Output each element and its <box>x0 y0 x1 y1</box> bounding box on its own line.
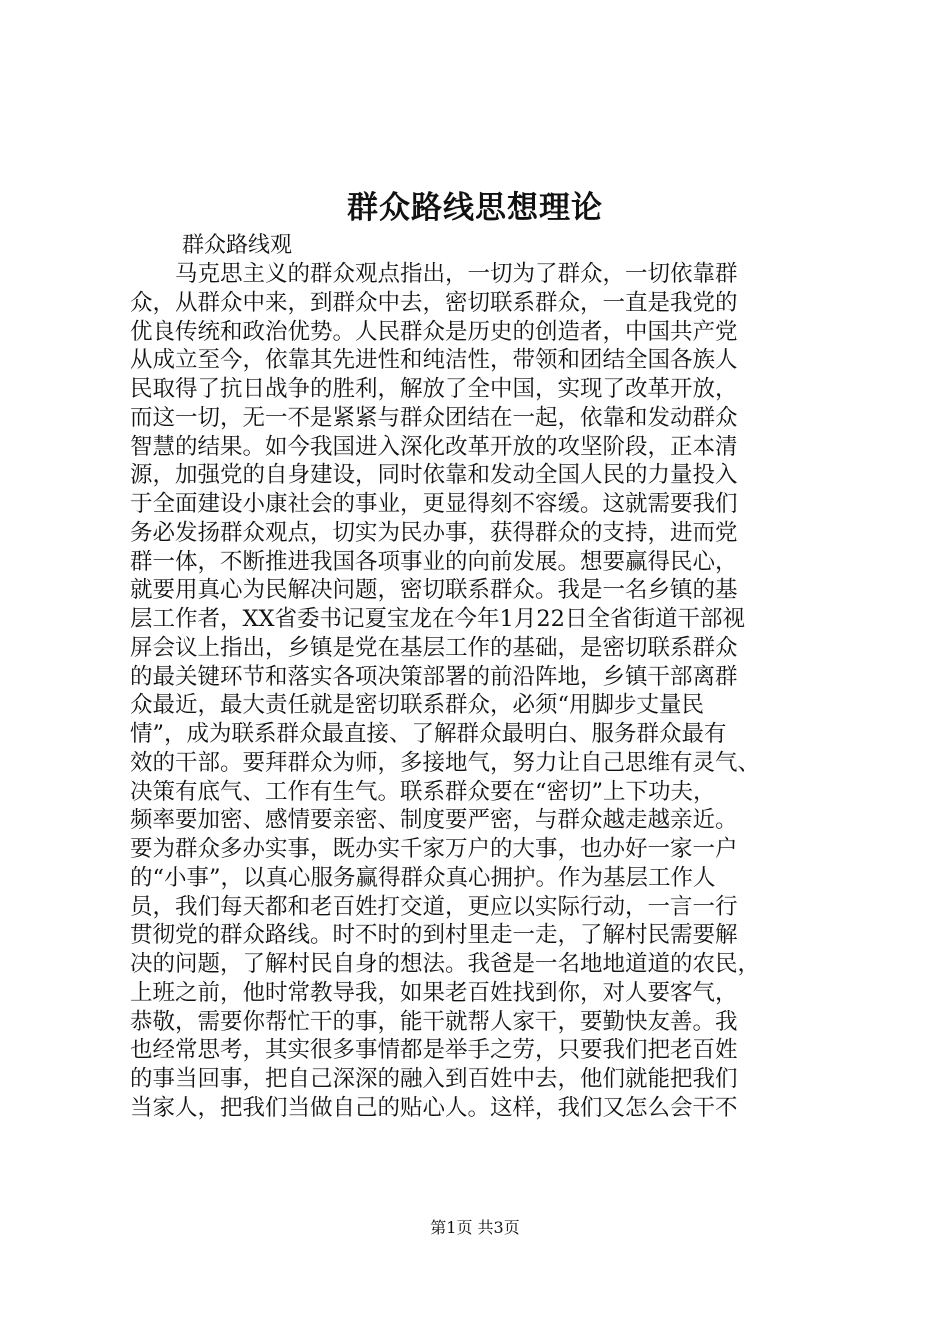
page-footer: 第1页 共3页 <box>430 1218 520 1237</box>
body-line: 情”，成为联系群众最直接、了解群众最明白、服务群众最有 <box>130 721 727 747</box>
body-line: 群一体，不断推进我国各项事业的向前发展。想要赢得民心， <box>130 548 738 575</box>
body-line: 决策有底气、工作有生气。联系群众要在“密切”上下功夫， <box>130 778 716 805</box>
body-line: 的最关键环节和落实各项决策部署的前沿阵地，乡镇干部离群 <box>130 663 738 690</box>
body-line: 员，我们每天都和老百姓打交道，更应以实际行动，一言一行 <box>130 893 738 920</box>
body-line: 于全面建设小康社会的事业，更显得刻不容缓。这就需要我们 <box>130 491 738 517</box>
body-line: 众最近，最大责任就是密切联系群众，必须“用脚步丈量民 <box>130 692 705 719</box>
body-line: 屏会议上指出，乡镇是党在基层工作的基础，是密切联系群众 <box>130 634 738 661</box>
body-line: 决的问题，了解村民自身的想法。我爸是一名地地道道的农民， <box>130 951 761 977</box>
body-line: 智慧的结果。如今我国进入深化改革开放的攻坚阶段，正本清 <box>130 433 738 460</box>
body-line: 优良传统和政治优势。人民群众是历史的创造者，中国共产党 <box>130 318 738 345</box>
body-line: 众，从群众中来，到群众中去，密切联系群众，一直是我党的 <box>130 289 738 316</box>
body-line: 贯彻党的群众路线。时不时的到村里走一走，了解村民需要解 <box>130 922 738 949</box>
body-line: 就要用真心为民解决问题，密切联系群众。我是一名乡镇的基 <box>130 577 738 604</box>
body-line: 从成立至今，依靠其先进性和纯洁性，带领和团结全国各族人 <box>130 347 738 374</box>
body-line: 源，加强党的自身建设，同时依靠和发动全国人民的力量投入 <box>130 462 738 489</box>
body-line: 的事当回事，把自己深深的融入到百姓中去，他们就能把我们 <box>130 1066 738 1092</box>
document-title: 群众路线思想理论 <box>347 190 603 226</box>
body-line: 层工作者，XX省委书记夏宝龙在今年1月22日全省街道干部视 <box>130 606 745 632</box>
body-line: 效的干部。要拜群众为师，多接地气，努力让自己思维有灵气、 <box>130 749 761 776</box>
body-line: 民取得了抗日战争的胜利，解放了全中国，实现了改革开放， <box>130 376 738 402</box>
body-line: 而这一切，无一不是紧紧与群众团结在一起，依靠和发动群众 <box>130 404 738 431</box>
body-line: 务必发扬群众观点，切实为民办事，获得群众的支持，进而党 <box>130 519 738 546</box>
document-subtitle: 群众路线观 <box>182 233 293 258</box>
body-line: 当家人，把我们当做自己的贴心人。这样，我们又怎么会干不 <box>130 1094 738 1121</box>
body-line: 上班之前，他时常教导我，如果老百姓找到你，对人要客气， <box>130 979 738 1006</box>
body-line: 要为群众多办实事，既办实千家万户的大事，也办好一家一户 <box>130 836 738 862</box>
body-line: 也经常思考，其实很多事情都是举手之劳，只要我们把老百姓 <box>130 1037 738 1064</box>
body-line: 恭敬，需要你帮忙干的事，能干就帮人家干，要勤快友善。我 <box>130 1008 738 1035</box>
document-body <box>130 260 830 1123</box>
body-line: 频率要加密、感情要亲密、制度要严密，与群众越走越亲近。 <box>130 807 738 834</box>
body-line: 的“小事”，以真心服务赢得群众真心拥护。作为基层工作人 <box>130 864 716 891</box>
body-line: 马克思主义的群众观点指出，一切为了群众，一切依靠群 <box>130 261 738 287</box>
